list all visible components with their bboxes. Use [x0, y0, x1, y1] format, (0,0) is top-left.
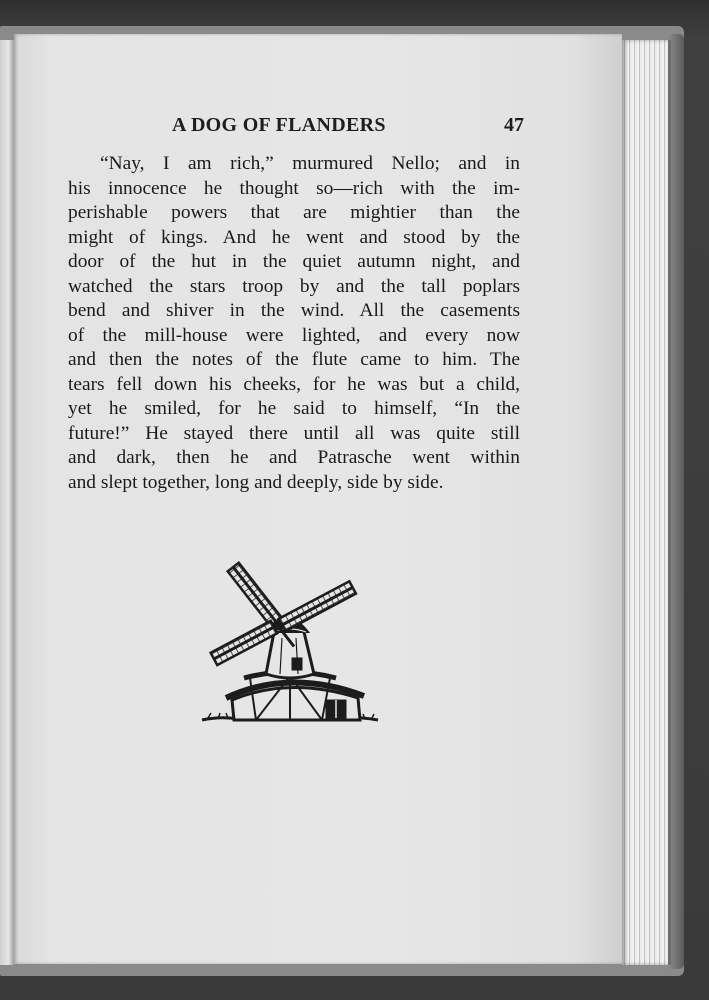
text-line: future!” He stayed there until all was quite still — [68, 422, 520, 444]
running-title: A DOG OF FLANDERS — [172, 114, 386, 136]
text-line: and then the notes of the flute came to him. The — [68, 349, 520, 370]
text-line: “Nay, I am rich,” murmured Nello; and in — [100, 153, 520, 174]
page-stack-edges — [622, 40, 671, 965]
text-line: yet he smiled, for he said to himself, “In the — [68, 398, 520, 419]
running-header — [172, 114, 524, 140]
facing-page-edge — [0, 40, 14, 965]
text-line: bend and shiver in the wind. All the casements — [68, 300, 520, 321]
text-line: of the mill-house were lighted, and every now — [68, 324, 520, 346]
text-line: perishable powers that are mightier than the — [68, 202, 520, 223]
text-line: door of the hut in the quiet autumn night, and — [68, 251, 520, 272]
page-number: 47 — [504, 114, 524, 136]
windmill-icon — [200, 548, 382, 730]
text-line: and slept together, long and deeply, side by side. — [68, 471, 444, 493]
text-line: tears fell down his cheeks, for he was but a child, — [68, 373, 520, 395]
text-line: and dark, then he and Patrasche went within — [68, 447, 520, 468]
text-line: his innocence he thought so—rich with the im- — [68, 177, 520, 199]
body-paragraph — [68, 152, 520, 495]
text-line: might of kings. And he went and stood by the — [68, 226, 520, 248]
text-line: watched the stars troop by and the tall poplars — [68, 275, 520, 297]
